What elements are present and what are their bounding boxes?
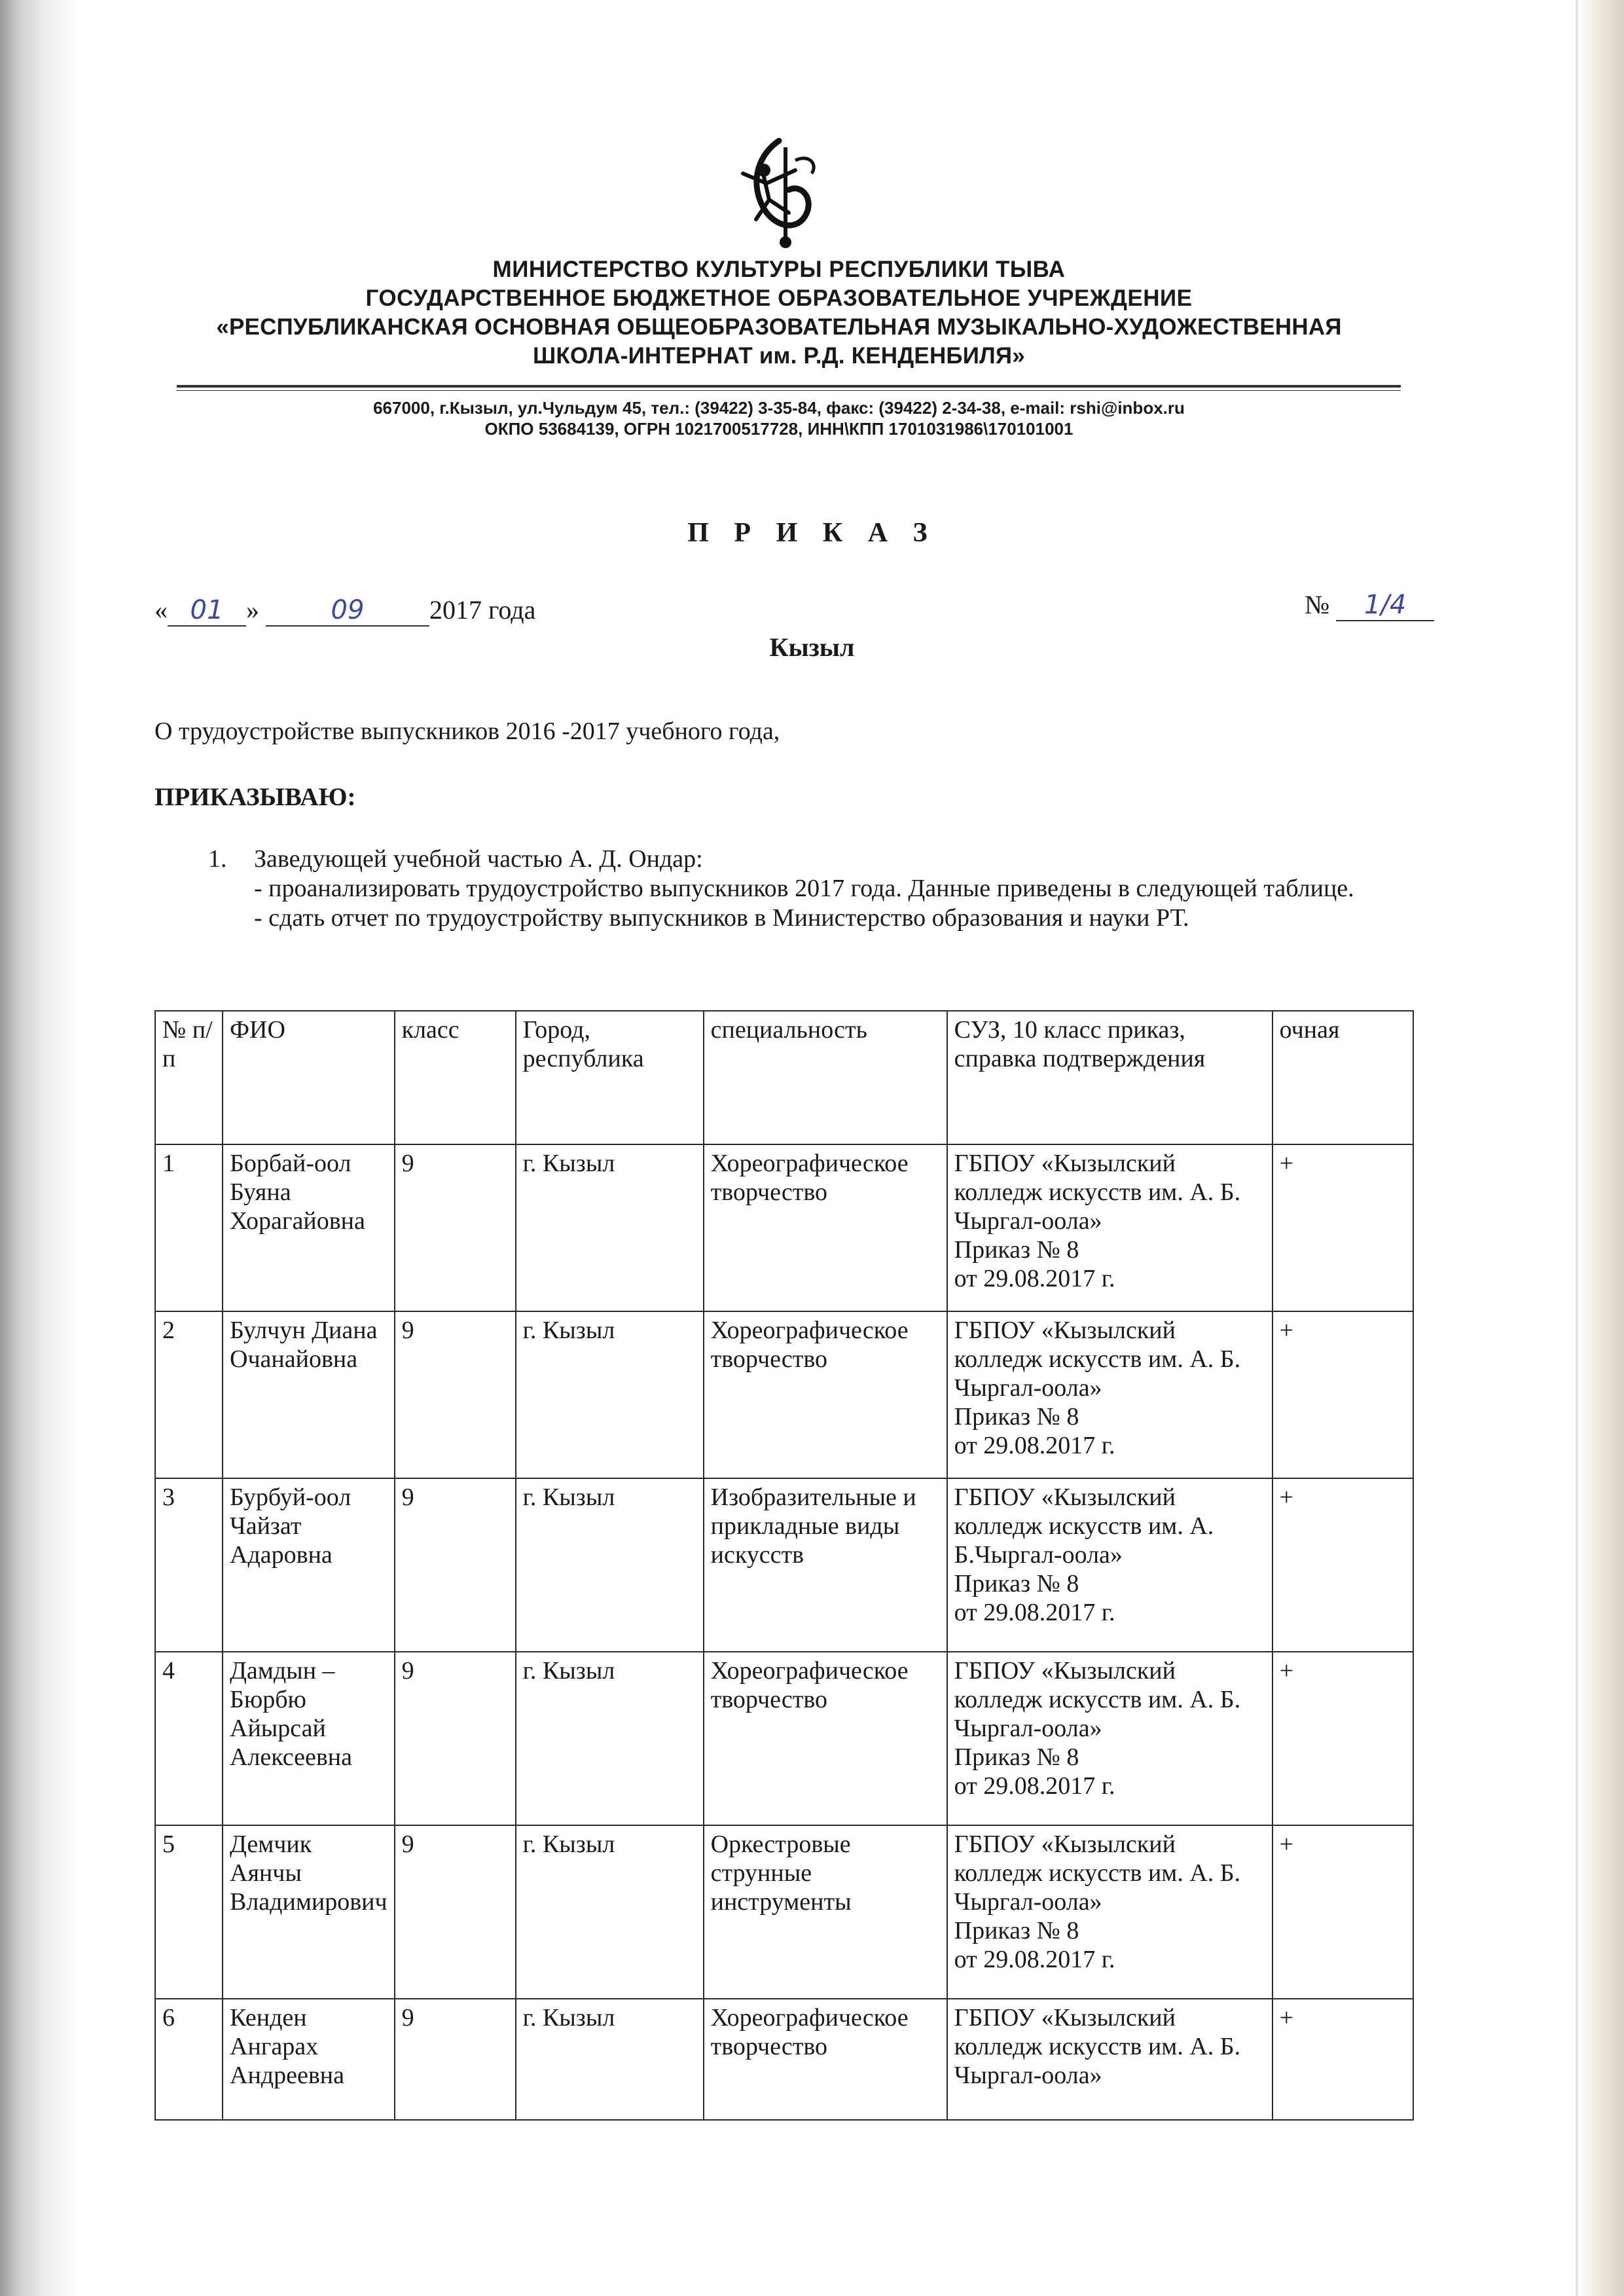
- row-name: Кенден Ангарах Андреевна: [223, 1999, 395, 2120]
- row-full-time: +: [1272, 1999, 1413, 2120]
- letterhead-divider-thick: [177, 385, 1401, 388]
- row-full-time: +: [1272, 1478, 1413, 1652]
- row-city: г. Кызыл: [516, 1825, 704, 1999]
- table-header-row: [155, 1011, 1413, 1144]
- row-city: г. Кызыл: [516, 1144, 704, 1311]
- item-text: Заведующей учебной частью А. Д. Ондар:: [254, 845, 703, 873]
- date-day: 01: [168, 595, 246, 627]
- college-name: ГБПОУ «Кызылский колледж искусств им. А. Б. Чыргал-оола»: [954, 1317, 1241, 1402]
- row-specialty: Хореографическое творчество: [704, 1652, 947, 1825]
- graduates-table: [154, 1010, 1414, 2121]
- row-number: 6: [155, 1999, 223, 2120]
- scan-left-shadow: [0, 0, 79, 2296]
- college-order-date: от 29.08.2017 г.: [954, 1265, 1115, 1292]
- college-order-date: от 29.08.2017 г.: [954, 1599, 1115, 1626]
- date-open-quote: «: [154, 595, 168, 625]
- college-order-date: от 29.08.2017 г.: [954, 1432, 1115, 1459]
- date-year: 2017 года: [429, 595, 536, 625]
- table-row: [155, 1825, 1413, 1999]
- order-date: [154, 594, 535, 627]
- item-subpoint-2: - сдать отчет по трудоустройству выпускников в Министерство образования и науки РТ.: [254, 904, 1189, 932]
- row-number: 5: [155, 1825, 223, 1999]
- row-college: [947, 1652, 1272, 1825]
- row-specialty: Оркестровые струнные инструменты: [704, 1825, 947, 1999]
- row-grade: 9: [395, 1144, 516, 1311]
- col-specialty: специальность: [704, 1011, 947, 1144]
- college-order-date: от 29.08.2017 г.: [954, 1772, 1115, 1800]
- order-item-1: [208, 845, 1452, 933]
- row-grade: 9: [395, 1478, 516, 1652]
- date-close-quote: »: [246, 595, 259, 625]
- prikazyvayu-heading: ПРИКАЗЫВАЮ:: [154, 783, 356, 811]
- row-name: Борбай-оол Буяна Хорагайовна: [223, 1144, 395, 1311]
- school-name-line2: ШКОЛА-ИНТЕРНАТ им. Р.Д. КЕНДЕНБИЛЯ»: [533, 343, 1025, 369]
- row-grade: 9: [395, 1652, 516, 1825]
- document-title: П Р И К А З: [687, 518, 937, 548]
- row-city: г. Кызыл: [516, 1311, 704, 1478]
- row-grade: 9: [395, 1999, 516, 2120]
- row-name: Булчун Диана Очанайовна: [223, 1311, 395, 1478]
- address-line: 667000, г.Кызыл, ул.Чульдум 45, тел.: (39422) 3-35-84, факс: (39422) 2-34-38, e-mail: rshi@inbox.ru: [373, 398, 1185, 418]
- order-number-value: 1/4: [1336, 590, 1434, 621]
- row-full-time: +: [1272, 1652, 1413, 1825]
- row-college: [947, 1478, 1272, 1652]
- col-name: ФИО: [223, 1011, 395, 1144]
- item-subpoint-1: - проанализировать трудоустройство выпускников 2017 года. Данные приведены в следующей таблице.: [254, 875, 1354, 902]
- row-city: г. Кызыл: [516, 1478, 704, 1652]
- table-row: [155, 1478, 1413, 1652]
- college-order: Приказ № 8: [954, 1917, 1079, 1944]
- order-number-label: №: [1305, 590, 1330, 619]
- row-full-time: +: [1272, 1825, 1413, 1999]
- school-name-line1: «РЕСПУБЛИКАНСКАЯ ОСНОВНАЯ ОБЩЕОБРАЗОВАТЕЛЬНАЯ МУЗЫКАЛЬНО-ХУДОЖЕСТВЕННАЯ: [216, 314, 1342, 340]
- date-month: 09: [266, 595, 429, 627]
- letterhead-divider-thin: [177, 390, 1401, 391]
- college-order-date: от 29.08.2017 г.: [954, 1946, 1115, 1973]
- row-name: Демчик Аянчы Владимирович: [223, 1825, 395, 1999]
- letterhead: [151, 255, 1407, 371]
- college-order: Приказ № 8: [954, 1236, 1079, 1264]
- scan-right-shadow: [1578, 0, 1624, 2296]
- table-row: [155, 1144, 1413, 1311]
- college-name: ГБПОУ «Кызылский колледж искусств им. А. Б. Чыргал-оола»: [954, 2004, 1241, 2089]
- registration-codes: ОКПО 53684139, ОГРН 1021700517728, ИНН\КПП 1701031986\170101001: [484, 419, 1074, 439]
- item-number: 1.: [208, 845, 227, 873]
- institution-type: ГОСУДАРСТВЕННОЕ БЮДЖЕТНОЕ ОБРАЗОВАТЕЛЬНОЕ УЧРЕЖДЕНИЕ: [365, 285, 1193, 311]
- row-specialty: Изобразительные и прикладные виды искусств: [704, 1478, 947, 1652]
- row-number: 1: [155, 1144, 223, 1311]
- college-order: Приказ № 8: [954, 1570, 1079, 1597]
- college-order: Приказ № 8: [954, 1743, 1079, 1771]
- row-specialty: Хореографическое творчество: [704, 1999, 947, 2120]
- row-number: 3: [155, 1478, 223, 1652]
- row-number: 4: [155, 1652, 223, 1825]
- col-city: Город, республика: [516, 1011, 704, 1144]
- col-grade: класс: [395, 1011, 516, 1144]
- row-specialty: Хореографическое творчество: [704, 1311, 947, 1478]
- city: Кызыл: [769, 632, 855, 662]
- table-row: [155, 1652, 1413, 1825]
- row-number: 2: [155, 1311, 223, 1478]
- row-grade: 9: [395, 1825, 516, 1999]
- row-college: [947, 1825, 1272, 1999]
- row-full-time: +: [1272, 1311, 1413, 1478]
- col-full-time: очная: [1272, 1011, 1413, 1144]
- college-name: ГБПОУ «Кызылский колледж искусств им. А. Б. Чыргал-оола»: [954, 1150, 1241, 1235]
- college-name: ГБПОУ «Кызылский колледж искусств им. А. Б. Чыргал-оола»: [954, 1657, 1241, 1742]
- row-college: [947, 1311, 1272, 1478]
- row-grade: 9: [395, 1311, 516, 1478]
- row-college: [947, 1144, 1272, 1311]
- row-name: Дамдын – Бюрбю Айырсай Алексеевна: [223, 1652, 395, 1825]
- col-number: № п/п: [155, 1011, 223, 1144]
- row-name: Бурбуй-оол Чайзат Адаровна: [223, 1478, 395, 1652]
- college-name: ГБПОУ «Кызылский колледж искусств им. А. Б.Чыргал-оола»: [954, 1484, 1214, 1569]
- col-college: СУЗ, 10 класс приказ, справка подтверждения: [947, 1011, 1272, 1144]
- ballet-dancer-treble-clef-logo: [723, 134, 835, 252]
- ministry-name: МИНИСТЕРСТВО КУЛЬТУРЫ РЕСПУБЛИКИ ТЫВА: [492, 257, 1066, 282]
- table-row: [155, 1311, 1413, 1478]
- order-subject: О трудоустройстве выпускников 2016 -2017 учебного года,: [154, 718, 780, 745]
- order-number: [1305, 589, 1434, 621]
- row-full-time: +: [1272, 1144, 1413, 1311]
- row-college: [947, 1999, 1272, 2120]
- college-order: Приказ № 8: [954, 1403, 1079, 1430]
- contact-details: [151, 397, 1407, 439]
- row-city: г. Кызыл: [516, 1652, 704, 1825]
- row-city: г. Кызыл: [516, 1999, 704, 2120]
- college-name: ГБПОУ «Кызылский колледж искусств им. А. Б. Чыргал-оола»: [954, 1831, 1241, 1916]
- row-specialty: Хореографическое творчество: [704, 1144, 947, 1311]
- table-row: [155, 1999, 1413, 2120]
